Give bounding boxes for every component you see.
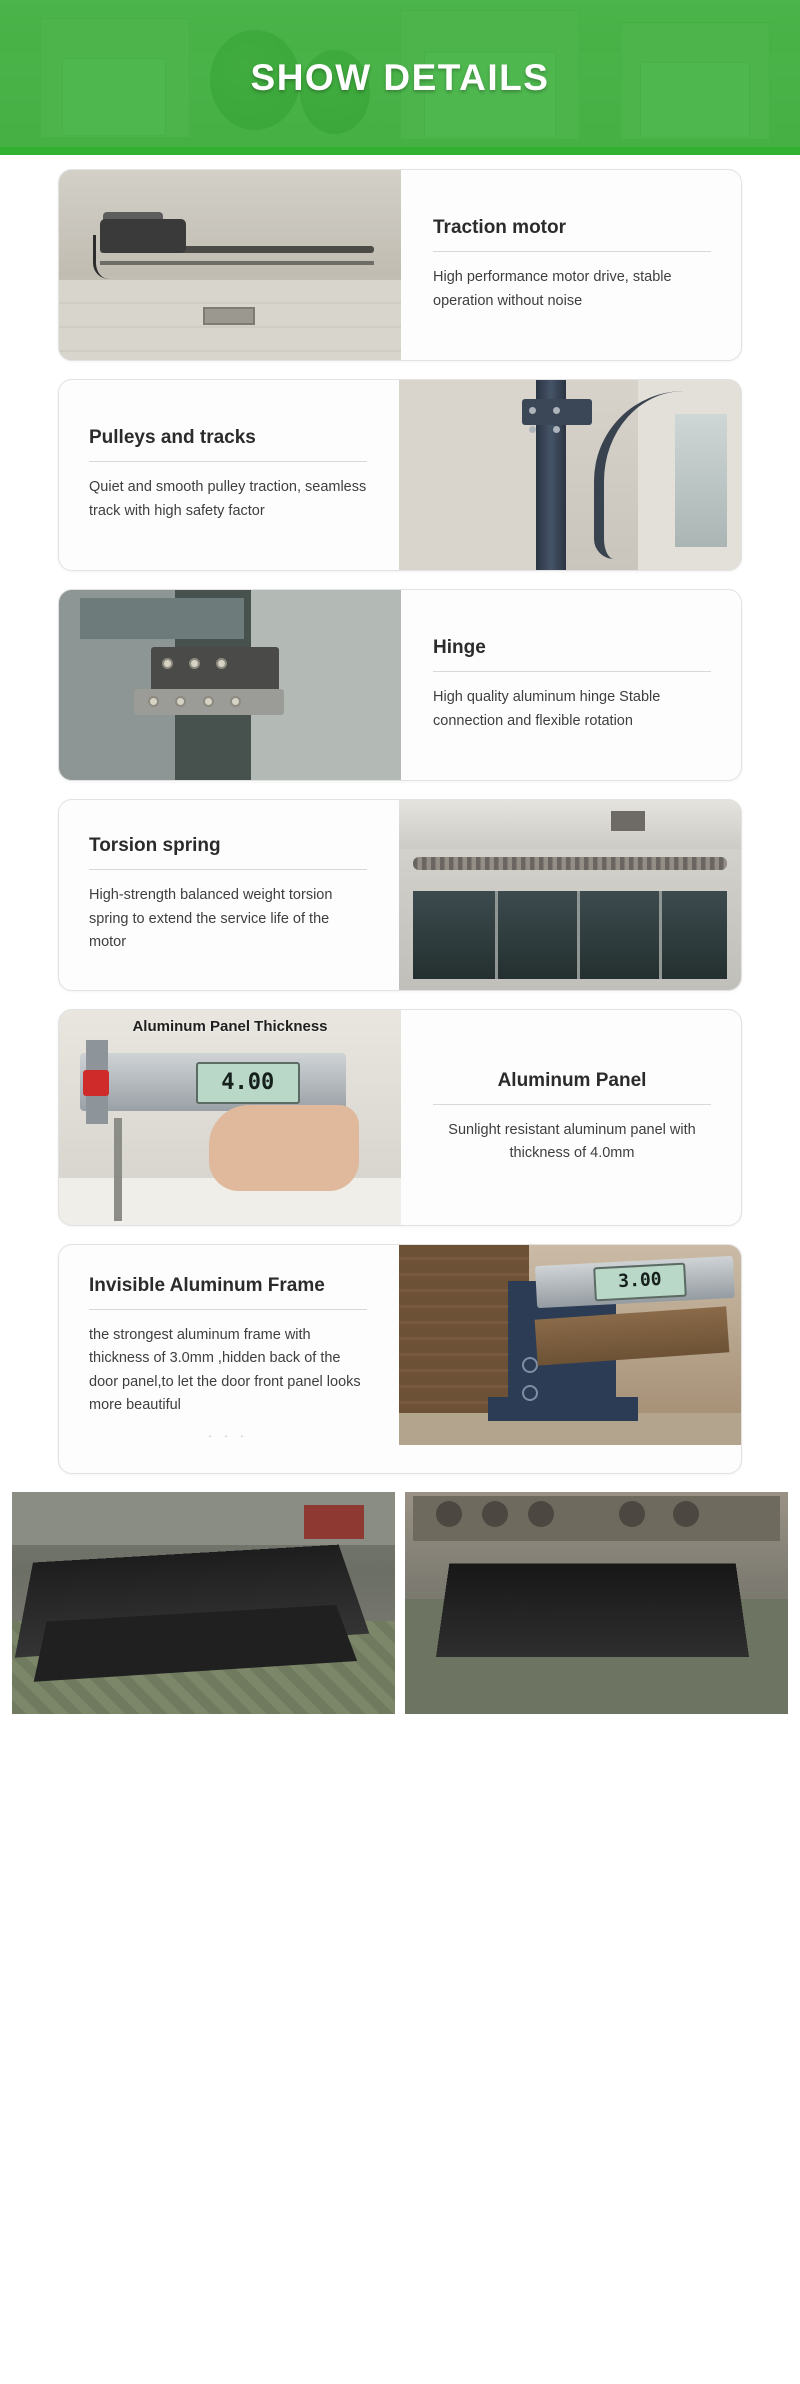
page-header [0, 0, 800, 155]
feature-card-invisible-aluminum-frame [58, 1244, 742, 1474]
feature-photo-torsion-spring [399, 800, 741, 990]
feature-text-pulleys-and-tracks [58, 380, 399, 570]
feature-title: Hinge [433, 637, 711, 672]
decorative-dots: · · · [207, 1427, 249, 1443]
feature-title: Traction motor [433, 217, 711, 252]
gallery-photo-finished-door-outdoor [12, 1492, 395, 1714]
feature-photo-invisible-aluminum-frame [399, 1245, 741, 1445]
feature-text-aluminum-panel [401, 1010, 742, 1225]
feature-card-hinge [58, 589, 742, 781]
feature-description: Quiet and smooth pulley traction, seamless track with high safety factor [89, 479, 367, 519]
caliper-reading: 3.00 [617, 1268, 663, 1293]
feature-card-aluminum-panel [58, 1009, 742, 1226]
page-title: SHOW DETAILS [250, 56, 550, 98]
feature-description: High performance motor drive, stable operation without noise [433, 269, 672, 309]
feature-card-traction-motor [58, 169, 742, 361]
bottom-gallery [12, 1492, 788, 1726]
feature-card-torsion-spring [58, 799, 742, 991]
feature-title: Invisible Aluminum Frame [89, 1275, 367, 1310]
feature-text-hinge [401, 590, 742, 780]
feature-description: Sunlight resistant aluminum panel with thickness of 4.0mm [448, 1121, 696, 1161]
feature-title: Torsion spring [89, 835, 367, 870]
feature-photo-traction-motor [59, 170, 401, 360]
feature-photo-hinge [59, 590, 401, 780]
caliper-reading: 4.00 [221, 1069, 275, 1095]
feature-text-torsion-spring [58, 800, 399, 990]
feature-description: High-strength balanced weight torsion spring to extend the service life of the motor [89, 887, 333, 951]
gallery-photo-finished-door-workshop [405, 1492, 788, 1714]
feature-card-pulleys-and-tracks [58, 379, 742, 571]
feature-text-traction-motor [401, 170, 742, 360]
feature-description: the strongest aluminum frame with thickness of 3.0mm ,hidden back of the door panel,to let the door front panel looks more beautiful [89, 1327, 361, 1414]
feature-title: Pulleys and tracks [89, 427, 367, 462]
feature-photo-pulleys-and-tracks [399, 380, 741, 570]
feature-title: Aluminum Panel [433, 1070, 711, 1105]
feature-description: High quality aluminum hinge Stable connection and flexible rotation [433, 689, 661, 729]
features-section [0, 155, 800, 1474]
feature-photo-caption: Aluminum Panel Thickness [132, 1018, 328, 1035]
feature-text-invisible-aluminum-frame [58, 1245, 399, 1473]
feature-photo-aluminum-panel [59, 1010, 401, 1225]
page-bottom-spacer [0, 1726, 800, 1732]
header-underline [0, 147, 800, 155]
